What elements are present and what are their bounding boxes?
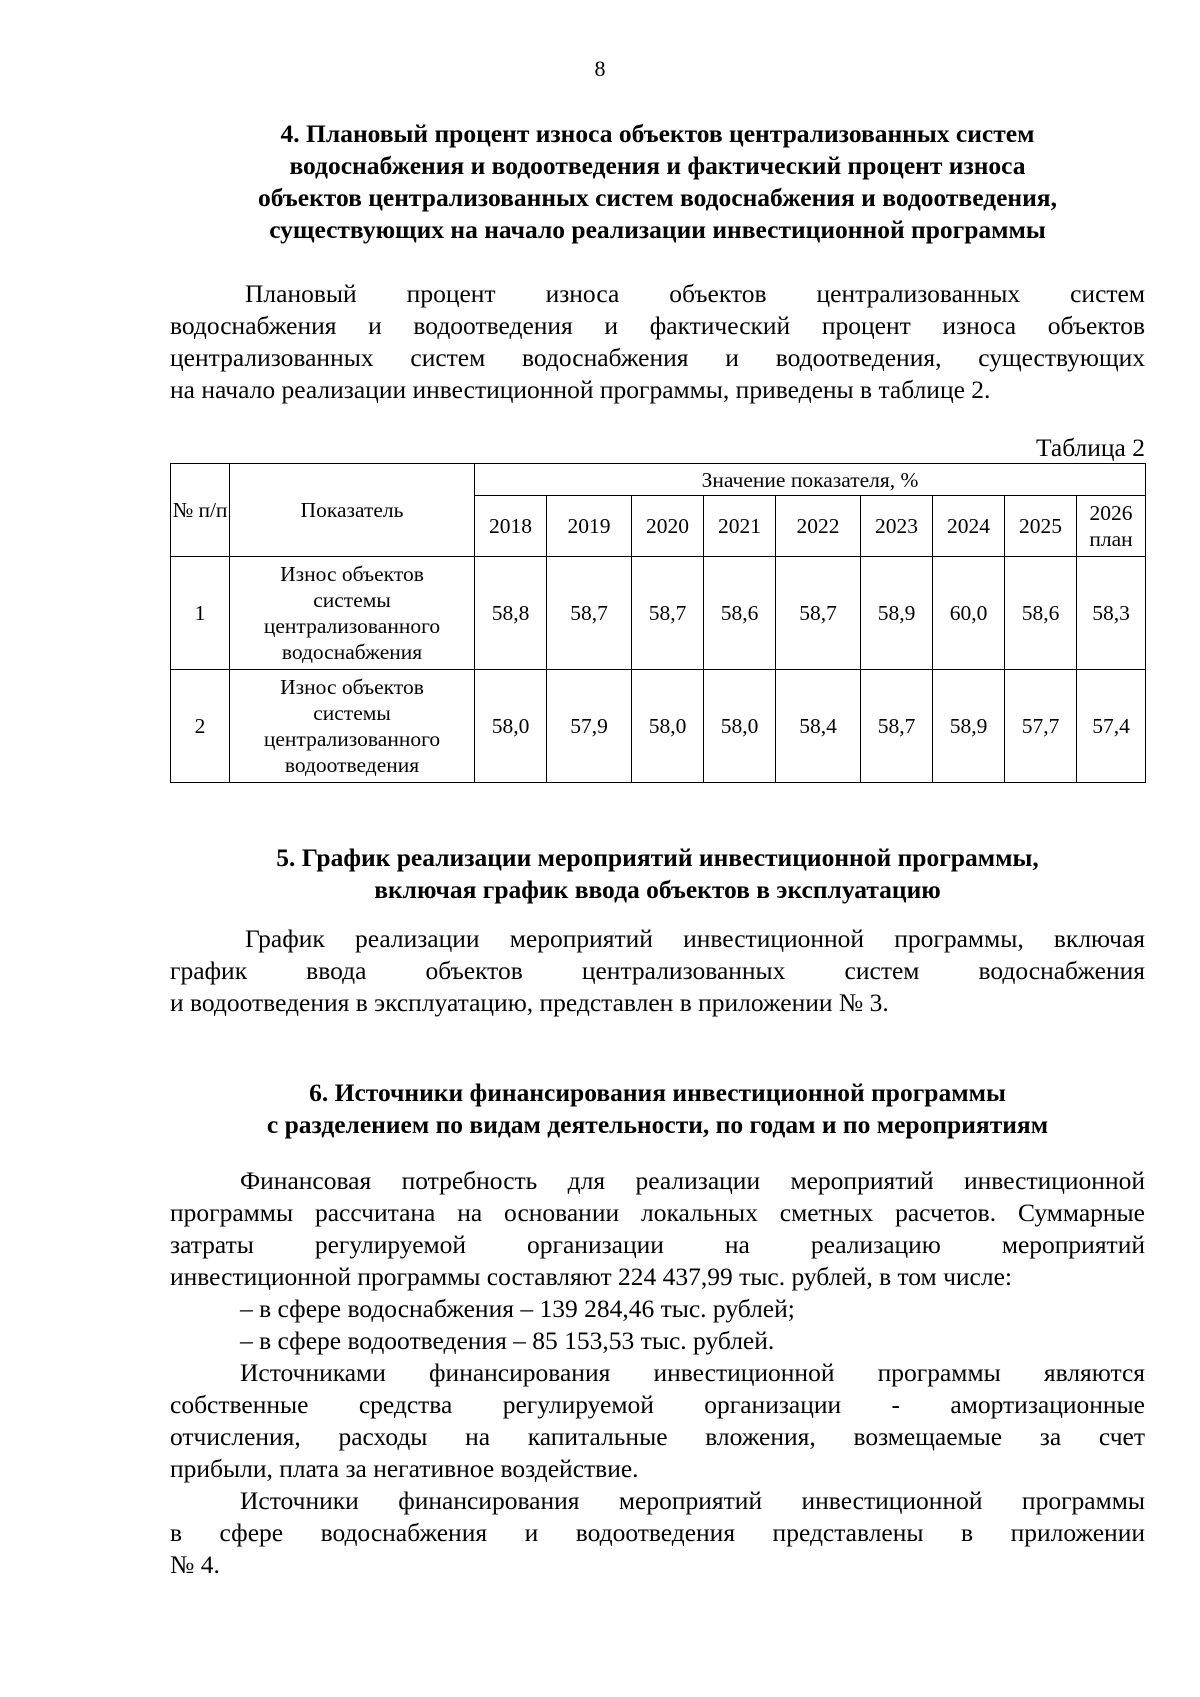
table-caption: Таблица 2 [1035,433,1145,462]
paragraph-line: отчисления, расходы на капитальные вложения, возмещаемые за счет [170,1422,1145,1451]
year-header: 2021 [704,496,776,557]
value-cell: 58,4 [776,670,861,783]
wear-table [170,463,1146,783]
year-header: 2022 [776,496,861,557]
paragraph-line: на начало реализации инвестиционной программы, приведены в таблице 2. [170,375,991,404]
col-header-indicator: Показатель [230,464,475,557]
paragraph-line: № 4. [170,1550,220,1579]
table-header-row [171,464,1146,496]
row-num: 1 [171,557,230,670]
paragraph-line: водоснабжения и водоотведения и фактический процент износа объектов [170,311,1145,340]
paragraph-line: в сфере водоснабжения и водоотведения представлены в приложении [170,1518,1145,1547]
year-header: 2018 [475,496,547,557]
section-6-heading [170,1077,1145,1141]
paragraph-line: собственные средства регулируемой организации - амортизационные [170,1390,1145,1419]
paragraph-line: программы рассчитана на основании локальных сметных расчетов. Суммарные [170,1198,1145,1227]
page-number: 8 [594,56,606,81]
col-header-group: Значение показателя, % [475,464,1146,496]
year-header: 2025 [1005,496,1077,557]
value-cell: 60,0 [933,557,1005,670]
section-5-heading [170,842,1145,906]
year-header: 2026 план [1077,496,1146,557]
value-cell: 58,6 [704,557,776,670]
paragraph-line: график ввода объектов централизованных систем водоснабжения [170,956,1145,985]
value-cell: 58,7 [861,670,933,783]
table-row [171,557,1146,670]
year-header: 2019 [547,496,632,557]
section-6-paragraph [170,1165,1145,1581]
table-row [171,670,1146,783]
year-header: 2023 [861,496,933,557]
bullet-wastewater: – в сфере водоотведения – 85 153,53 тыс. рублей. [240,1326,775,1355]
heading-line: включая график ввода объектов в эксплуатацию [374,875,941,904]
heading-line: водоснабжения и водоотведения и фактический процент износа [289,151,1026,180]
bullet-water-supply: – в сфере водоснабжения – 139 284,46 тыс. рублей; [240,1294,795,1323]
paragraph-line: прибыли, плата за негативное воздействие. [170,1454,639,1483]
heading-line: существующих на начало реализации инвестиционной программы [269,215,1046,244]
section-5-paragraph [170,923,1145,1019]
row-indicator: Износ объектов системы централизованного водоснабжения [230,557,475,670]
paragraph-line: Источниками финансирования инвестиционной программы являются [240,1358,1145,1387]
value-cell: 58,0 [632,670,704,783]
paragraph-line: Плановый процент износа объектов централизованных систем [245,279,1145,308]
value-cell: 57,9 [547,670,632,783]
value-cell: 58,8 [475,557,547,670]
row-num: 2 [171,670,230,783]
section-4-heading [170,118,1145,246]
value-cell: 58,7 [776,557,861,670]
value-cell: 58,9 [861,557,933,670]
value-cell: 58,0 [475,670,547,783]
heading-line: объектов централизованных систем водоснабжения и водоотведения, [258,183,1057,212]
value-cell: 58,7 [632,557,704,670]
row-indicator: Износ объектов системы централизованного водоотведения [230,670,475,783]
paragraph-line: затраты регулируемой организации на реализацию мероприятий [170,1230,1145,1259]
value-cell: 58,9 [933,670,1005,783]
value-cell: 58,0 [704,670,776,783]
paragraph-line: Источники финансирования мероприятий инвестиционной программы [240,1486,1145,1515]
value-cell: 58,6 [1005,557,1077,670]
value-cell: 57,7 [1005,670,1077,783]
paragraph-line: График реализации мероприятий инвестиционной программы, включая [245,924,1145,953]
heading-line: 5. График реализации мероприятий инвестиционной программы, [276,843,1039,872]
heading-line: 4. Плановый процент износа объектов централизованных систем [280,119,1035,148]
year-header: 2020 [632,496,704,557]
value-cell: 57,4 [1077,670,1146,783]
heading-line: с разделением по видам деятельности, по годам и по мероприятиям [266,1110,1049,1139]
year-header: 2024 [933,496,1005,557]
paragraph-line: и водоотведения в эксплуатацию, представлен в приложении № 3. [170,988,889,1017]
paragraph-line: централизованных систем водоснабжения и водоотведения, существующих [170,343,1145,372]
paragraph-line: Финансовая потребность для реализации мероприятий инвестиционной [240,1166,1145,1195]
col-header-num: № п/п [171,464,230,557]
heading-line: 6. Источники финансирования инвестиционной программы [309,1078,1006,1107]
paragraph-line: инвестиционной программы составляют 224 437,99 тыс. рублей, в том числе: [170,1262,1012,1291]
section-4-paragraph [170,278,1145,406]
value-cell: 58,3 [1077,557,1146,670]
value-cell: 58,7 [547,557,632,670]
